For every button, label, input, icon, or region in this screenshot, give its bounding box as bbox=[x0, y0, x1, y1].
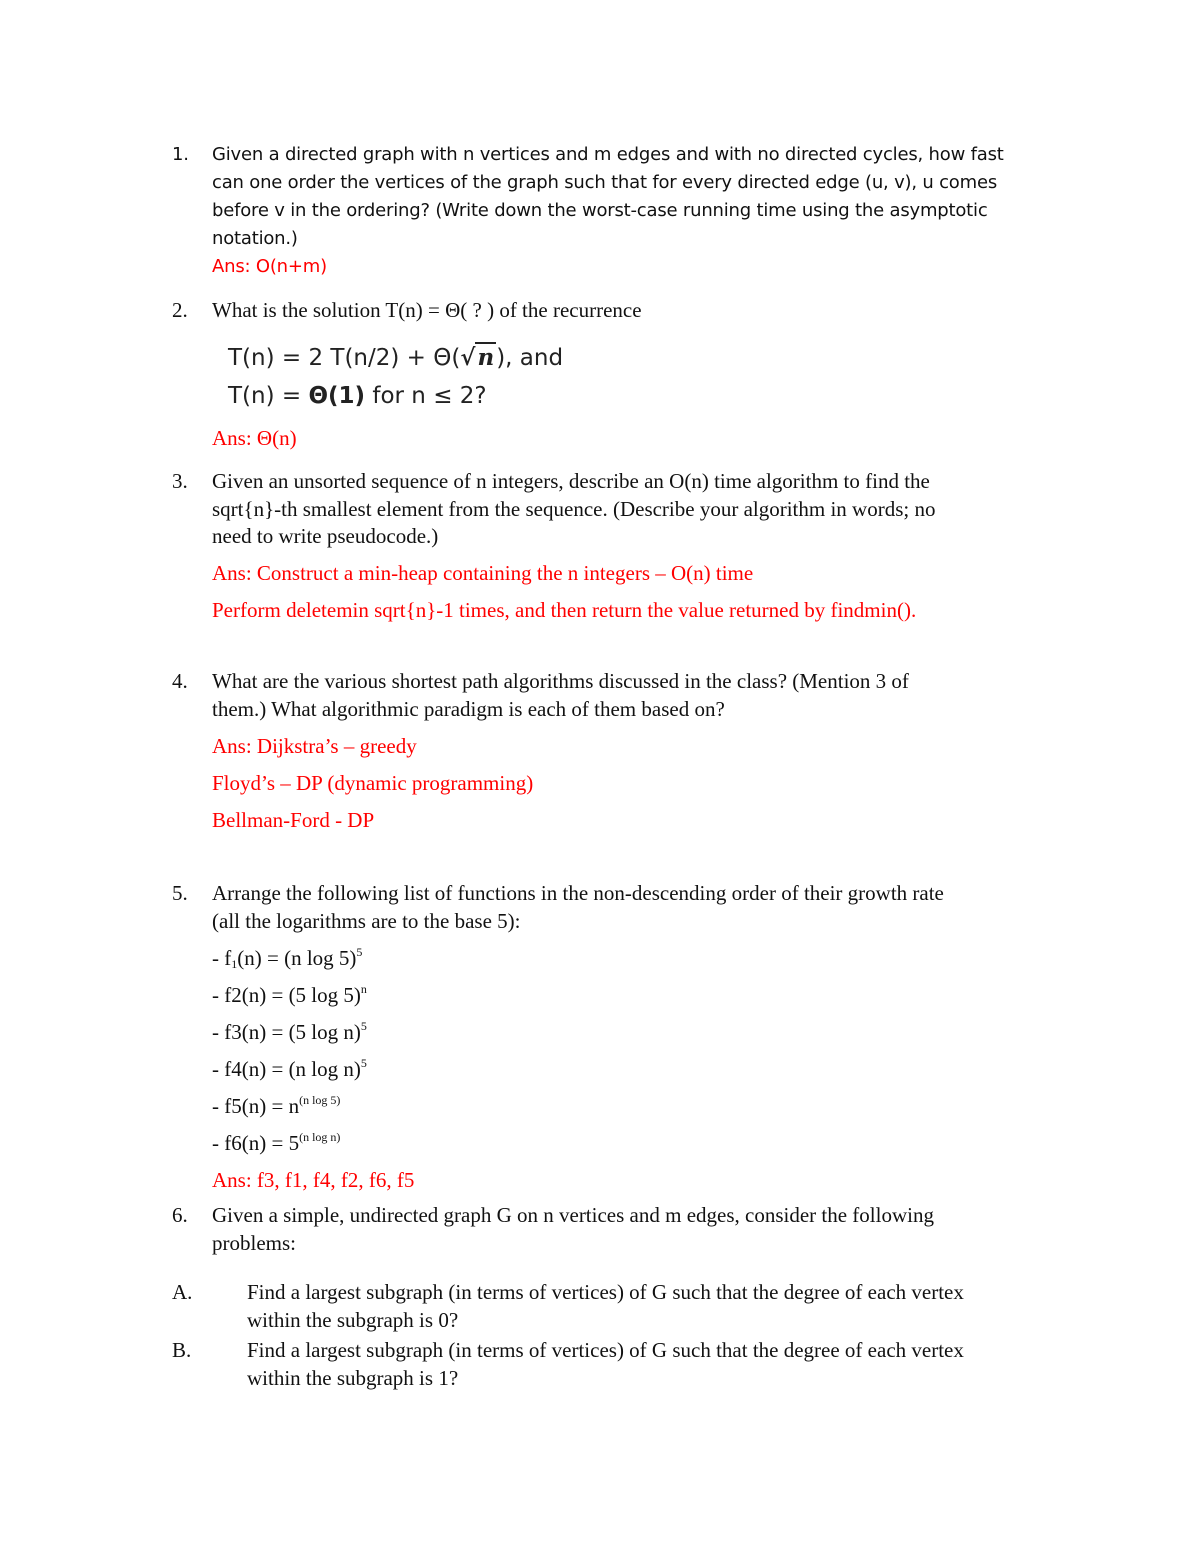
function-f4: - f4(n) = (n log n)$^5$ bbox=[212, 1055, 367, 1081]
question-1 bbox=[172, 141, 1052, 281]
question-number: 5. bbox=[172, 881, 188, 905]
question-text-line: Arrange the following list of functions in the non-descending order of their growth rate bbox=[212, 881, 944, 905]
sub-question-a bbox=[172, 1279, 1052, 1334]
answer-text: Ans: Dijkstra’s – greedy bbox=[212, 733, 417, 758]
question-text-line: need to write pseudocode.) bbox=[212, 524, 439, 548]
answer-text: Bellman-Ford - DP bbox=[212, 807, 375, 832]
sub-question-text-line: within the subgraph is 1? bbox=[247, 1365, 459, 1390]
sub-question-text-line: Find a largest subgraph (in terms of vertices) of G such that the degree of each vertex bbox=[247, 1280, 964, 1304]
question-3 bbox=[172, 468, 1052, 625]
sub-question-list bbox=[172, 1279, 1052, 1392]
question-text-line: problems: bbox=[212, 1230, 296, 1255]
question-text-line: can one order the vertices of the graph such that for every directed edge (u, v), u comes bbox=[212, 172, 998, 193]
question-text-line: Given an unsorted sequence of n integers, describe an O(n) time algorithm to find the bbox=[212, 469, 930, 493]
question-text-line: Given a simple, undirected graph G on n vertices and m edges, consider the following bbox=[212, 1203, 934, 1227]
question-text-line: before v in the ordering? (Write down the worst-case running time using the asymptotic bbox=[212, 200, 988, 221]
function-f6: - $f6(n) = 5^{(n log n)}$ bbox=[212, 1129, 341, 1155]
function-f3: - f3(n) = (5 log n)$^5$ bbox=[212, 1018, 367, 1044]
function-f5: - $f5(n) = n^{(n log 5)}$ bbox=[212, 1092, 341, 1118]
answer-text: Ans: Θ(n) bbox=[212, 425, 297, 450]
question-text-line: Given a directed graph with n vertices and m edges and with no directed cycles, how fast bbox=[212, 144, 1004, 165]
question-number: 2. bbox=[172, 298, 188, 322]
function-f1: - $f_1(n) = (n$ log 5)$^5$ bbox=[212, 944, 363, 971]
question-text-line: What are the various shortest path algorithms discussed in the class? (Mention 3 of bbox=[212, 669, 909, 693]
answer-text: Ans: O(n+m) bbox=[212, 256, 327, 277]
question-2 bbox=[172, 297, 1052, 452]
answer-text: Floyd’s – DP (dynamic programming) bbox=[212, 770, 534, 795]
recurrence-formula bbox=[228, 339, 1052, 415]
formula-line-2: T(n) = Θ(1) for n ≤ 2? bbox=[228, 382, 487, 409]
sub-question-b bbox=[172, 1337, 1052, 1392]
sub-question-text-line: within the subgraph is 0? bbox=[247, 1307, 459, 1332]
sub-question-text-line: Find a largest subgraph (in terms of vertices) of G such that the degree of each vertex bbox=[247, 1338, 964, 1362]
question-text-line: notation.) bbox=[212, 228, 298, 249]
function-f2: - f2(n) = (5 log 5)$^n$ bbox=[212, 981, 367, 1007]
question-text-line: sqrt{n}-th smallest element from the sequence. (Describe your algorithm in words; no bbox=[212, 496, 936, 521]
answer-text: Perform deletemin sqrt{n}-1 times, and then return the value returned by findmin(). bbox=[212, 598, 917, 622]
question-text-line: them.) What algorithmic paradigm is each of them based on? bbox=[212, 696, 725, 721]
sub-question-letter: A. bbox=[172, 1280, 193, 1304]
question-text-line: What is the solution T(n) = Θ( ? ) of the recurrence bbox=[212, 298, 642, 322]
question-6 bbox=[172, 1202, 1052, 1392]
question-number: 3. bbox=[172, 469, 188, 493]
question-number: 4. bbox=[172, 669, 188, 693]
sqrt-symbol: √n bbox=[460, 343, 495, 371]
answer-text: Ans: Construct a min-heap containing the n integers – O(n) time bbox=[212, 561, 754, 585]
question-number: 6. bbox=[172, 1203, 188, 1227]
question-number: 1. bbox=[172, 144, 189, 165]
sub-question-letter: B. bbox=[172, 1338, 192, 1362]
formula-line-1: T(n) = 2 T(n/2) + Θ(√n), and bbox=[228, 339, 1052, 377]
answer-text: Ans: f3, f1, f4, f2, f6, f5 bbox=[212, 1167, 415, 1192]
question-4 bbox=[172, 668, 1052, 834]
question-text-line: (all the logarithms are to the base 5): bbox=[212, 908, 521, 933]
question-5 bbox=[172, 880, 1052, 1194]
